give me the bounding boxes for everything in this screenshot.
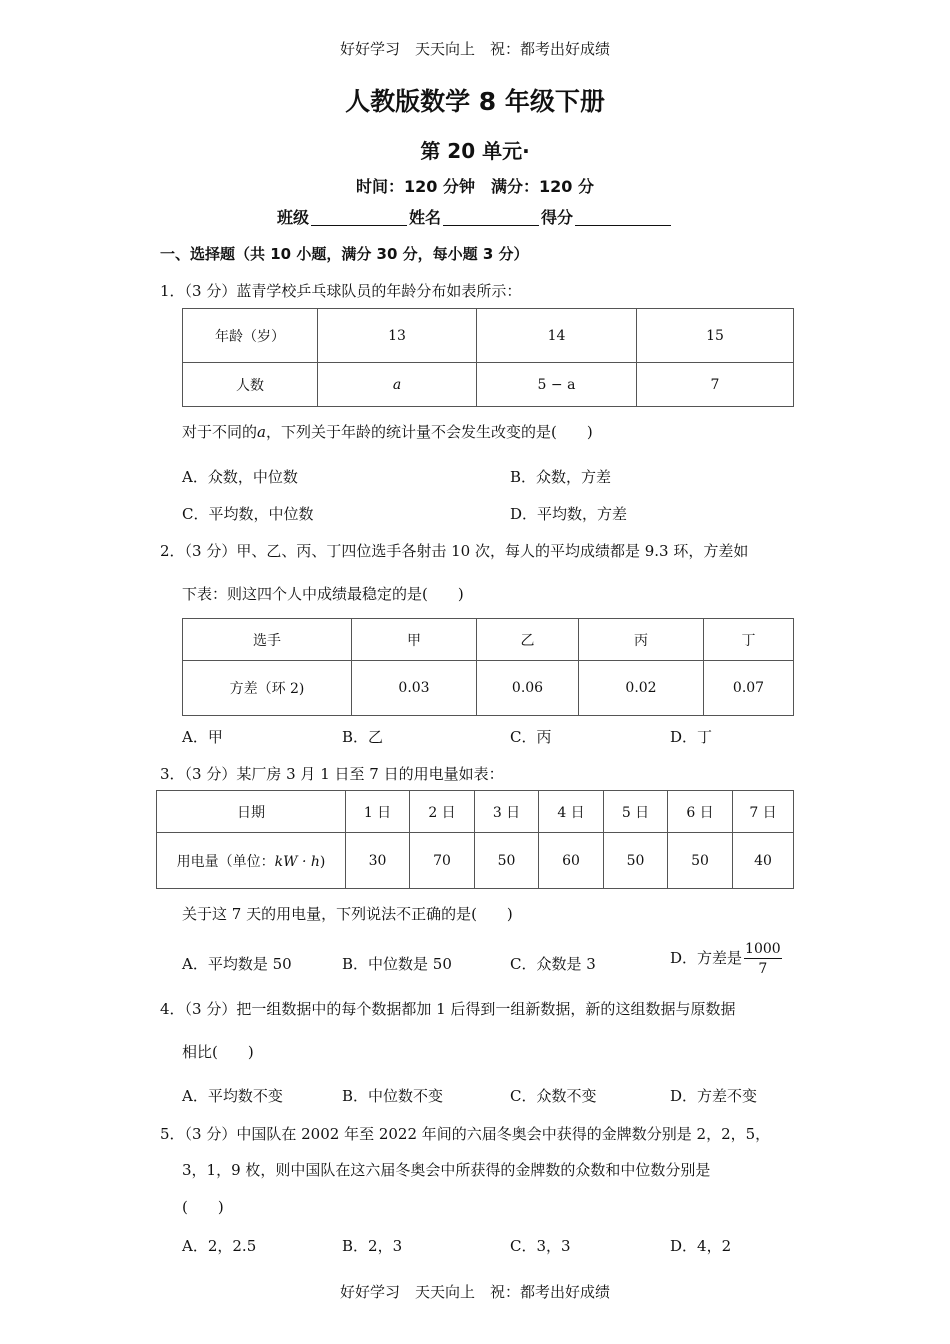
table-cell: 丙 [579,619,704,661]
score-blank [575,209,671,226]
page-header-motto: 好好学习 天天向上 祝：都考出好成绩 [339,40,610,58]
name-label: 姓名 [408,208,441,227]
q2-table [182,618,794,716]
q2-option-a[interactable]: A．甲 [182,728,223,746]
q2-option-d[interactable]: D．丁 [670,728,713,746]
score-label: 得分 [541,208,574,227]
q5-stem-line3: ( ) [182,1198,224,1216]
q5-option-d[interactable]: D．4，2 [670,1237,732,1255]
table-cell: 50 [668,833,733,889]
q4-option-d[interactable]: D．方差不变 [670,1087,758,1105]
q4-option-a[interactable]: A．平均数不变 [182,1087,283,1105]
q3-option-c[interactable]: C．众数是 3 [510,955,596,973]
table-cell: 5 − a [477,363,637,407]
table-cell: 70 [410,833,475,889]
table-cell: a [318,363,477,407]
fraction [744,942,782,976]
q1-option-d[interactable]: D．平均数，方差 [510,505,628,523]
q2-option-b[interactable]: B．乙 [342,728,384,746]
q3-option-d-label: D．方差是 [670,949,743,967]
table-cell: 5 日 [604,791,668,833]
table-cell: 选手 [183,619,352,661]
q1-option-c[interactable]: C．平均数，中位数 [182,505,314,523]
class-blank [311,209,407,226]
section-heading: 一、选择题（共 10 小题，满分 30 分，每小题 3 分） [160,245,529,263]
q3-option-b[interactable]: B．中位数是 50 [342,955,452,973]
q2-stem-line1: 2．（3 分）甲、乙、丙、丁四位选手各射击 10 次，每人的平均成绩都是 9.3 环，方差如 [160,542,749,560]
document-title: 人教版数学 8 年级下册 [345,87,605,116]
q1-option-b[interactable]: B．众数，方差 [510,468,612,486]
q4-option-b[interactable]: B．中位数不变 [342,1087,444,1105]
q5-option-a[interactable]: A．2，2.5 [182,1237,257,1255]
table-cell: 7 [637,363,794,407]
q1-prompt-post: ，下列关于年龄的统计量不会发生改变的是( ) [265,423,593,441]
q3-unit: kW · h [274,853,320,870]
table-cell: 1 日 [346,791,410,833]
table-cell: 0.06 [477,661,579,716]
table-cell: 0.07 [704,661,794,716]
table-cell: 50 [475,833,539,889]
unit-title: 第 20 单元· [420,139,530,163]
page-footer-motto: 好好学习 天天向上 祝：都考出好成绩 [339,1283,610,1301]
q5-option-c[interactable]: C．3，3 [510,1237,571,1255]
q4-option-c[interactable]: C．众数不变 [510,1087,597,1105]
q1-option-a[interactable]: A．众数，中位数 [182,468,298,486]
q5-stem-line2: 3，1，9 枚，则中国队在这六届冬奥会中所获得的金牌数的众数和中位数分别是 [182,1161,711,1179]
table-cell: 0.03 [352,661,477,716]
q1-prompt [182,421,593,442]
table-cell: 日期 [157,791,346,833]
q1-prompt-pre: 对于不同的 [182,423,258,441]
q3-stem: 3．（3 分）某厂房 3 月 1 日至 7 日的用电量如表： [160,765,504,783]
q3-prompt: 关于这 7 天的用电量，下列说法不正确的是( ) [182,905,513,923]
fraction-numerator: 1000 [745,941,781,957]
table-cell: 4 日 [539,791,604,833]
q5-option-b[interactable]: B．2，3 [342,1237,403,1255]
table-cell: 0.02 [579,661,704,716]
q2-stem-line2: 下表：则这四个人中成绩最稳定的是( ) [182,585,464,603]
table-cell: 15 [637,309,794,363]
table-cell: 甲 [352,619,477,661]
student-info-line [0,205,950,228]
table-cell: 丁 [704,619,794,661]
table-cell: 人数 [183,363,318,407]
table-cell: 40 [733,833,794,889]
q4-stem-line2: 相比( ) [182,1043,254,1061]
table-cell: 7 日 [733,791,794,833]
table-cell [157,833,346,889]
q3-option-a[interactable]: A．平均数是 50 [182,955,292,973]
time-score-line: 时间：120 分钟 满分：120 分 [356,177,594,196]
q3-option-d[interactable] [670,942,782,976]
table-cell: 14 [477,309,637,363]
name-blank [443,209,539,226]
table-cell: 13 [318,309,477,363]
q1-table [182,308,794,407]
q2-option-c[interactable]: C．丙 [510,728,552,746]
q1-stem: 1．（3 分）蓝青学校乒乓球队员的年龄分布如表所示： [160,282,522,300]
q4-stem-line1: 4．（3 分）把一组数据中的每个数据都加 1 后得到一组新数据，新的这组数据与原数据 [160,1000,736,1018]
q3-label-pre: 用电量（单位： [176,853,275,870]
fraction-denominator: 7 [758,961,768,977]
table-cell: 50 [604,833,668,889]
table-cell: 年龄（岁） [183,309,318,363]
q3-table [156,790,794,889]
table-cell: 6 日 [668,791,733,833]
class-label: 班级 [276,208,309,227]
table-cell: 30 [346,833,410,889]
table-cell: 60 [539,833,604,889]
q1-prompt-var: a [257,423,266,441]
table-cell: 3 日 [475,791,539,833]
table-cell: 乙 [477,619,579,661]
q5-stem-line1: 5．（3 分）中国队在 2002 年至 2022 年间的六届冬奥会中获得的金牌数分别是 2，2，5， [160,1125,771,1143]
q3-label-post: ) [319,853,326,870]
table-cell: 2 日 [410,791,475,833]
table-cell: 方差（环 2) [183,661,352,716]
